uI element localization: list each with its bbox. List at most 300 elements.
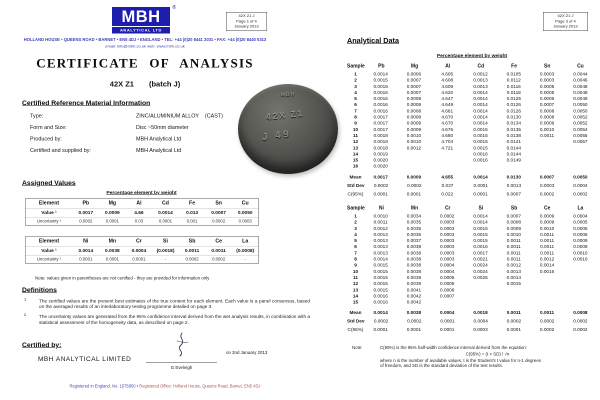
- value-cell: 0.0008: [573, 309, 588, 316]
- value-cell: 0.0024: [473, 268, 488, 274]
- value-cell: Fe: [189, 200, 196, 206]
- row-label: Value ¹: [41, 248, 57, 254]
- value-cell: Sn: [544, 63, 551, 69]
- value-cell: 0.0018: [373, 138, 388, 145]
- value-cell: 0.0002: [407, 318, 422, 324]
- crm-row-certified-by: [30, 148, 240, 160]
- registered-trademark-icon: ®: [172, 5, 176, 11]
- value-cell: Ni: [83, 238, 89, 244]
- value-cell: 0.0013: [506, 268, 521, 274]
- table-header-row: [347, 62, 597, 71]
- value-cell: 0.0001: [158, 218, 173, 224]
- value-cell: 0.0048: [573, 83, 588, 89]
- value-cell: 0.0015: [373, 77, 388, 83]
- value-cell: 0.0035: [406, 225, 422, 231]
- value-cell: 4.649: [441, 101, 454, 108]
- definitions-list: [24, 298, 310, 329]
- value-cell: 0.0012: [373, 225, 388, 231]
- logo-text: MBH: [112, 7, 170, 26]
- value-cell: 0.0002: [440, 213, 455, 219]
- value-cell: 0.0015: [506, 280, 521, 287]
- note-line: of freedom, and SD is the standard deviation of the test results.: [380, 363, 503, 369]
- disc-engraving-code: 42X Z1: [265, 108, 305, 122]
- value-cell: 0.0005: [573, 219, 588, 225]
- value-cell: 0.0039: [406, 280, 422, 287]
- page-reference-box: [226, 12, 267, 31]
- value-cell: 0.0005: [440, 280, 455, 287]
- value-cell: 0.001: [186, 218, 198, 224]
- value-cell: 0.0138: [506, 132, 521, 138]
- note-body: [380, 345, 595, 369]
- value-cell: 0.0001: [373, 190, 388, 197]
- value-cell: 0.0017: [373, 173, 388, 180]
- value-cell: 0.0015: [473, 144, 488, 151]
- value-cell: 0.0036: [406, 231, 422, 237]
- value-cell: 0.0014: [373, 256, 388, 262]
- value-cell: 0.0009: [573, 243, 588, 250]
- c95-row: [347, 189, 597, 198]
- value-cell: 0.0018: [373, 144, 388, 151]
- value-cell: 0.0002: [539, 318, 555, 324]
- row-label: Uncertainty ²: [36, 218, 62, 224]
- row-label: 11: [353, 274, 358, 280]
- certificate-title: CERTIFICATE OF ANALYSIS: [36, 56, 254, 71]
- disc-engraving-batch: J 49: [261, 128, 292, 143]
- row-label: 6: [354, 243, 357, 250]
- row-label: Std Dev: [347, 182, 365, 188]
- definitions-heading: Definitions: [22, 286, 57, 294]
- value-cell: [464, 299, 497, 305]
- certified-by-heading: Certified by:: [22, 341, 62, 349]
- value-cell: 0.0002: [373, 318, 389, 324]
- value-cell: 0.0011: [540, 309, 555, 316]
- value-cell: 0.0008: [406, 95, 422, 102]
- value-cell: 0.0035: [406, 219, 422, 225]
- crm-row-type: [30, 113, 240, 125]
- value-cell: Mn: [410, 205, 419, 211]
- product-code: 42X Z1: [109, 80, 134, 89]
- footer-registration: Registered in England, No. 1575850 •: [69, 384, 140, 389]
- field-value: ZINC/ALUMINIUM ALLOY (CAST): [136, 113, 223, 119]
- value-cell: 0.0006: [539, 95, 555, 102]
- note-label: Note:: [352, 345, 363, 350]
- value-cell: 0.0006: [406, 71, 422, 77]
- value-cell: 0.0008: [506, 219, 521, 225]
- value-cell: [397, 163, 430, 169]
- value-cell: 0.0034: [406, 213, 422, 219]
- value-cell: (0.0008): [236, 248, 255, 254]
- assigned-values-table-2: [25, 237, 259, 264]
- stddev-row: [347, 317, 597, 326]
- value-cell: 0.0001: [132, 256, 146, 262]
- value-cell: 0.0014: [473, 95, 488, 102]
- value-cell: 0.0025: [473, 274, 488, 280]
- definition-text: The uncertainty values are generated from the 95% confidence interval derived from the wet analysis results, in combination with a statistical assessment of the homogeneity data, as described on page 2.: [39, 313, 310, 325]
- value-cell: 0.0017: [373, 126, 388, 132]
- definition-2: [24, 314, 310, 325]
- company-address: HOLLAND HOUSE • QUEENS ROAD • BARNET • EN5 4DJ • ENGLAND • TEL: +44 (0)20 8441 2031 • FAX: +44 (0)20 8440 0313: [23, 37, 267, 42]
- value-cell: [530, 299, 563, 305]
- value-cell: 0.0041: [406, 286, 422, 293]
- field-label: Certified and supplied by:: [30, 147, 91, 154]
- value-cell: Mn: [108, 238, 117, 244]
- value-cell: 0.0134: [506, 120, 521, 126]
- page-reference-box: [543, 12, 588, 31]
- field-value: MBH Analytical Ltd: [136, 136, 182, 142]
- value-cell: 0.0010: [406, 138, 422, 145]
- value-cell: 0.0003: [440, 219, 455, 225]
- value-cell: Al: [136, 200, 142, 206]
- value-cell: 0.0001: [105, 256, 119, 262]
- value-cell: 4.670: [441, 120, 454, 126]
- row-label: 1: [354, 213, 357, 219]
- value-cell: 0.0016: [473, 243, 488, 250]
- value-cell: 0.0016: [473, 150, 488, 157]
- field-value: Disc ~50mm diameter: [136, 124, 189, 131]
- value-cell: 0.0010: [573, 256, 588, 262]
- value-cell: 0.0009: [105, 210, 120, 216]
- value-cell: 0.0004: [473, 318, 488, 324]
- value-cell: Si: [478, 205, 484, 211]
- value-cell: 0.0016: [373, 292, 388, 299]
- value-cell: 4.605: [441, 71, 454, 77]
- stddev-row: [347, 181, 597, 190]
- product-subtitle: [15, 80, 275, 89]
- value-cell: 0.0046: [573, 77, 588, 83]
- value-cell: 0.0008: [406, 107, 422, 114]
- value-cell: 0.0007: [406, 83, 422, 89]
- row-label: C(95%): [347, 326, 364, 333]
- mean-row: [347, 173, 597, 181]
- row-label: Std Dev: [347, 318, 365, 324]
- table-header-row: [26, 237, 259, 246]
- value-cell: [497, 163, 530, 169]
- value-row: [26, 246, 259, 255]
- batch-label: (batch J): [148, 80, 181, 89]
- value-cell: 0.0011: [540, 249, 555, 256]
- assigned-values-note: Note: values given in parentheses are not certified - they are provided for information only: [35, 275, 210, 281]
- value-cell: 0.0001: [373, 326, 388, 333]
- row-label: 1: [354, 71, 357, 77]
- value-cell: 0.0052: [573, 120, 588, 126]
- value-cell: 0.0141: [506, 138, 521, 145]
- row-label: 14: [352, 150, 359, 157]
- row-label: 14: [352, 292, 359, 299]
- value-cell: 0.0001: [105, 218, 119, 224]
- value-cell: 0.0002: [212, 256, 226, 262]
- value-cell: 0.0010: [539, 126, 555, 132]
- value-cell: 0.0038: [406, 243, 422, 250]
- value-cell: 0.0012: [473, 71, 488, 77]
- value-cell: 4.655: [441, 173, 454, 180]
- value-cell: 0.0017: [473, 249, 488, 256]
- row-label: 13: [352, 286, 359, 293]
- value-cell: 0.0002: [185, 256, 199, 262]
- value-cell: Ni: [378, 205, 384, 211]
- value-cell: Si: [163, 238, 168, 244]
- value-cell: 0.0014: [473, 173, 488, 180]
- page-number: Page 1 of 4: [236, 18, 257, 24]
- value-cell: 0.0042: [406, 299, 422, 305]
- value-cell: Pb: [378, 63, 385, 69]
- row-label: 11: [353, 132, 358, 138]
- value-cell: 0.0016: [539, 268, 555, 274]
- value-cell: 0.0015: [473, 225, 488, 231]
- value-cell: 0.0020: [373, 163, 388, 169]
- value-cell: 0.0001: [473, 182, 488, 188]
- issue-date: January 2013: [234, 24, 259, 29]
- field-label: Produced by:: [30, 136, 62, 142]
- value-cell: 0.0012: [506, 262, 521, 268]
- value-cell: 0.0038: [406, 268, 422, 274]
- value-cell: 0.013: [186, 210, 199, 216]
- value-cell: Pb: [82, 200, 90, 206]
- value-cell: 0.0016: [473, 157, 488, 163]
- value-cell: 0.0003: [539, 182, 555, 188]
- sample-row: [347, 163, 597, 169]
- value-cell: 0.0015: [473, 132, 488, 138]
- value-cell: 0.0013: [473, 83, 488, 89]
- value-cell: Cd: [162, 200, 169, 206]
- uncertainty-row: [26, 255, 259, 263]
- table-header-row: [26, 199, 259, 208]
- mbh-logo: [112, 5, 176, 34]
- value-cell: 0.0112: [506, 77, 521, 83]
- field-value: MBH Analytical Ltd: [136, 147, 182, 154]
- value-cell: 0.0001: [506, 326, 521, 333]
- analytical-data-heading: Analytical Data: [347, 37, 399, 45]
- value-cell: 0.0050: [237, 210, 253, 216]
- value-cell: 4.647: [441, 95, 454, 102]
- pct-element-by-weight-label: Percentage element by weight: [106, 190, 177, 196]
- value-cell: 0.0002: [407, 182, 422, 188]
- value-cell: -: [244, 256, 246, 262]
- row-label: 16: [352, 163, 359, 169]
- confidence-equation: C(95%) = (t × SD) / √n: [465, 351, 510, 357]
- value-cell: 4.704: [441, 138, 454, 145]
- row-label: 5: [354, 95, 357, 102]
- value-cell: 0.0012: [406, 144, 422, 151]
- row-label: 12: [352, 138, 359, 145]
- registration-footer: [30, 384, 300, 389]
- value-cell: La: [577, 205, 584, 211]
- value-cell: 0.0007: [406, 89, 422, 95]
- value-cell: 0.0013: [473, 77, 488, 83]
- row-label: Sample: [347, 205, 365, 211]
- row-label: 2: [354, 219, 357, 225]
- value-cell: 0.0016: [373, 299, 388, 305]
- value-cell: Mg: [410, 63, 419, 69]
- value-cell: 0.0008: [539, 114, 555, 120]
- row-label: 15: [352, 157, 359, 163]
- value-cell: Mg: [108, 200, 117, 206]
- signature-scribble: [168, 331, 194, 358]
- value-cell: 0.0001: [406, 326, 422, 333]
- page-number: Page 3 of 4: [555, 18, 576, 24]
- value-cell: 0.0007: [211, 210, 226, 216]
- value-cell: 0.0008: [406, 101, 422, 108]
- value-cell: 0.0011: [540, 132, 555, 138]
- value-cell: 0.0144: [506, 144, 521, 151]
- value-cell: 0.0015: [373, 262, 388, 268]
- field-label: Form and Size:: [30, 124, 67, 131]
- value-cell: 0.0014: [473, 114, 488, 120]
- value-cell: 0.0050: [573, 173, 588, 180]
- row-label: Element: [38, 200, 60, 206]
- value-cell: 0.0004: [573, 213, 588, 219]
- assigned-values-heading: Assigned Values: [22, 179, 76, 187]
- value-cell: 0.0014: [473, 89, 488, 95]
- crm-row-produced-by: [30, 136, 240, 148]
- value-cell: 0.0011: [506, 243, 521, 250]
- value-cell: 4.676: [441, 126, 454, 132]
- assigned-values-table-1: [25, 199, 259, 226]
- note-line: where n is the number of available values, t is the Student's t value for n-1 degrees: [380, 357, 541, 363]
- value-cell: 0.0010: [573, 249, 588, 256]
- row-label: Mean: [349, 309, 362, 316]
- value-cell: 0.0002: [539, 326, 555, 333]
- value-cell: 0.0050: [573, 107, 588, 114]
- value-cell: La: [242, 238, 249, 244]
- value-cell: 0.0014: [539, 262, 555, 268]
- row-label: 4: [354, 231, 357, 237]
- value-cell: 0.0015: [373, 83, 388, 89]
- value-cell: 0.0003: [440, 231, 455, 237]
- value-cell: 4.670: [441, 114, 454, 120]
- value-cell: 0.0014: [158, 210, 173, 216]
- value-cell: 0.0003: [440, 243, 455, 250]
- value-cell: 0.0005: [440, 274, 455, 280]
- value-cell: 0.0003: [473, 326, 488, 333]
- value-cell: [431, 163, 464, 169]
- value-cell: 0.0002: [573, 326, 588, 333]
- value-cell: 0.0038: [406, 249, 422, 256]
- value-cell: 0.0008: [539, 107, 555, 114]
- value-cell: Sn: [215, 200, 222, 206]
- value-cell: Al: [445, 63, 451, 69]
- value-cell: 0.0015: [473, 231, 488, 237]
- value-cell: (0.0018): [156, 248, 175, 254]
- value-cell: 4.721: [441, 144, 454, 151]
- value-cell: 0.0003: [539, 71, 555, 77]
- value-cell: Fe: [511, 63, 517, 69]
- crm-row-form-size: [30, 125, 240, 137]
- ref-code: 42X Z1 J: [238, 13, 255, 18]
- row-label: 3: [354, 225, 357, 231]
- value-cell: 0.0009: [406, 173, 422, 180]
- value-cell: 0.0017: [373, 120, 388, 126]
- value-cell: 0.0011: [540, 237, 555, 244]
- value-cell: 0.0050: [573, 101, 588, 108]
- value-cell: [497, 299, 530, 305]
- value-cell: 0.0009: [539, 219, 555, 225]
- value-cell: 0.0007: [506, 190, 521, 197]
- value-cell: 0.0013: [373, 231, 388, 237]
- value-cell: 0.0003: [440, 225, 455, 231]
- value-cell: 0.0002: [573, 318, 588, 324]
- row-label: 13: [352, 144, 359, 151]
- value-cell: [464, 163, 497, 169]
- value-cell: 0.0135: [506, 126, 521, 132]
- value-cell: Sb: [510, 205, 518, 211]
- value-row: [26, 208, 259, 217]
- value-cell: 0.0011: [506, 256, 521, 262]
- value-cell: 0.0003: [440, 256, 455, 262]
- value-cell: 0.0009: [406, 120, 422, 126]
- value-cell: 0.0011: [211, 248, 226, 254]
- row-label: 10: [352, 268, 359, 274]
- value-cell: 0.0005: [573, 225, 588, 231]
- value-cell: 0.0013: [373, 243, 388, 250]
- value-cell: 4.680: [441, 132, 454, 138]
- value-cell: 0.0048: [573, 89, 588, 95]
- value-cell: 0.0015: [473, 237, 488, 244]
- row-label: C(95%): [347, 190, 364, 197]
- value-cell: 0.0038: [406, 256, 422, 262]
- value-cell: 0.0016: [373, 101, 388, 108]
- value-cell: [530, 163, 563, 169]
- value-cell: Cr: [136, 238, 142, 244]
- value-cell: 0.0006: [573, 231, 588, 237]
- value-cell: 0.0015: [373, 280, 388, 287]
- row-label: 5: [354, 237, 357, 244]
- value-cell: 0.0002: [373, 182, 389, 188]
- value-cell: Sb: [188, 238, 196, 244]
- analytical-table-1: [347, 62, 597, 198]
- row-label: Sample: [347, 63, 365, 69]
- value-cell: 0.0037: [406, 237, 422, 244]
- value-cell: 0.0004: [440, 268, 455, 274]
- value-cell: 0.0002: [212, 218, 226, 224]
- value-cell: 0.0049: [573, 95, 588, 102]
- value-cell: 0.0009: [539, 120, 555, 126]
- value-cell: 0.0004: [440, 309, 455, 316]
- value-cell: 0.0005: [539, 83, 555, 89]
- value-cell: 0.0024: [473, 262, 488, 268]
- value-cell: 0.0003: [440, 249, 455, 256]
- value-cell: 0.0012: [539, 256, 555, 262]
- value-cell: 0.0118: [506, 89, 521, 95]
- value-cell: 0.0009: [539, 213, 555, 219]
- value-cell: 0.0014: [473, 107, 488, 114]
- value-cell: Cu: [577, 63, 584, 69]
- value-cell: Cd: [477, 63, 485, 69]
- value-cell: 0.0019: [373, 150, 388, 157]
- uncertainty-row: [26, 217, 259, 225]
- value-cell: 0.0144: [506, 150, 521, 157]
- value-cell: 0.0015: [373, 274, 388, 280]
- value-cell: 0.0038: [406, 262, 422, 268]
- value-cell: 0.0002: [79, 218, 93, 224]
- value-cell: 0.0042: [406, 292, 422, 299]
- value-cell: 0.0015: [373, 286, 388, 293]
- value-cell: 0.0014: [473, 120, 488, 126]
- value-cell: 0.0002: [539, 190, 555, 197]
- value-cell: 0.0039: [406, 274, 422, 280]
- sample-disc-photo: [238, 84, 338, 174]
- value-cell: [431, 299, 464, 305]
- row-label: 4: [354, 89, 357, 95]
- value-cell: 0.0018: [373, 132, 388, 138]
- value-cell: 0.0010: [539, 225, 555, 231]
- definition-number: 2: [24, 312, 27, 318]
- row-label: 15: [352, 299, 359, 305]
- row-label: 2: [354, 77, 357, 83]
- value-cell: 4.66: [134, 210, 144, 216]
- row-label: 9: [354, 120, 357, 126]
- value-cell: 0.0052: [573, 114, 588, 120]
- value-cell: -: [164, 256, 167, 262]
